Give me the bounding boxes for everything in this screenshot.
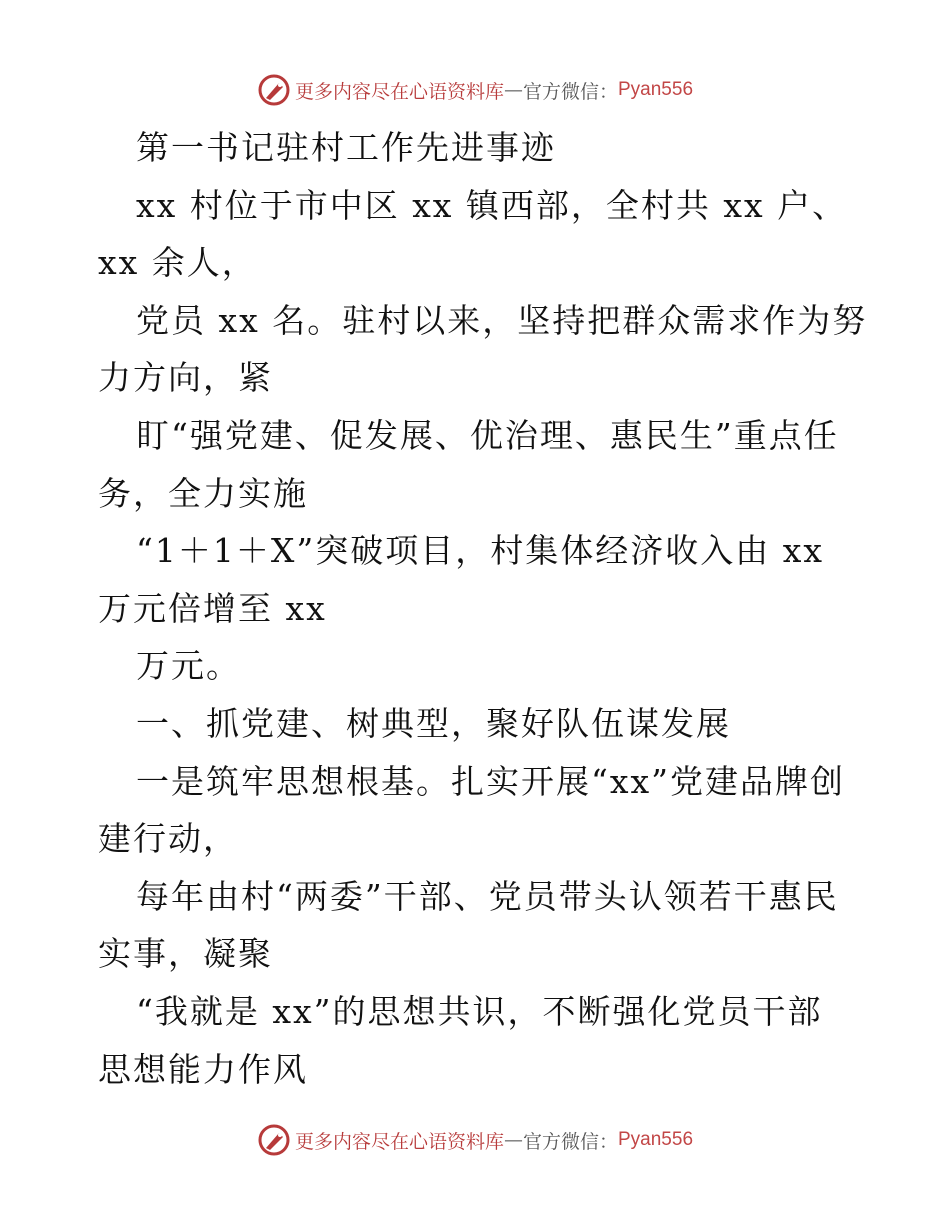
document-title: 第一书记驻村工作先进事迹: [136, 128, 556, 167]
section-heading: 一、抓党建、树典型，聚好队伍谋发展: [136, 703, 731, 743]
paragraph-line: 每年由村“两委”干部、党员带头认领若干惠民: [136, 876, 839, 916]
paragraph-line: 一是筑牢思想根基。扎实开展“xx”党建品牌创: [136, 761, 845, 801]
paragraph-line: 力方向，紧: [98, 358, 273, 398]
banner-text: 更多内容尽在心语资料库: [294, 1130, 504, 1153]
pen-nib-logo-icon: [257, 73, 291, 107]
paragraph-line: xx 村位于市中区 xx 镇西部，全村共 xx 户、: [136, 185, 848, 225]
paragraph-line: xx 余人，: [98, 243, 257, 283]
banner-wechat-label: 官方微信：: [522, 80, 618, 103]
paragraph-line: 思想能力作风: [98, 1049, 308, 1089]
paragraph-line: 建行动，: [98, 819, 238, 859]
paragraph-line: 盯“强党建、促发展、优治理、惠民生”重点任: [136, 415, 839, 455]
banner-account: Pyan556: [618, 79, 694, 100]
paragraph-line: 实事，凝聚: [98, 934, 273, 974]
paragraph-line: “1＋1＋X”突破项目，村集体经济收入由 xx: [136, 531, 824, 571]
paragraph-line: “我就是 xx”的思想共识，不断强化党员干部: [136, 991, 823, 1031]
banner-separator: —: [503, 1129, 523, 1151]
banner-account: Pyan556: [618, 1129, 694, 1150]
paragraph-line: 党员 xx 名。驻村以来，坚持把群众需求作为努: [136, 300, 868, 340]
paragraph-line: 万元倍增至 xx: [98, 588, 327, 628]
document-body: [98, 119, 868, 1098]
pen-nib-logo-icon: [257, 1123, 291, 1157]
banner-wechat-label: 官方微信：: [522, 1130, 618, 1153]
banner-text: 更多内容尽在心语资料库: [294, 80, 504, 103]
paragraph-line: 务，全力实施: [98, 473, 308, 513]
paragraph-line: 万元。: [136, 646, 241, 686]
banner-separator: —: [503, 79, 523, 101]
header-watermark-banner: [0, 70, 950, 110]
footer-watermark-banner: [0, 1120, 950, 1160]
